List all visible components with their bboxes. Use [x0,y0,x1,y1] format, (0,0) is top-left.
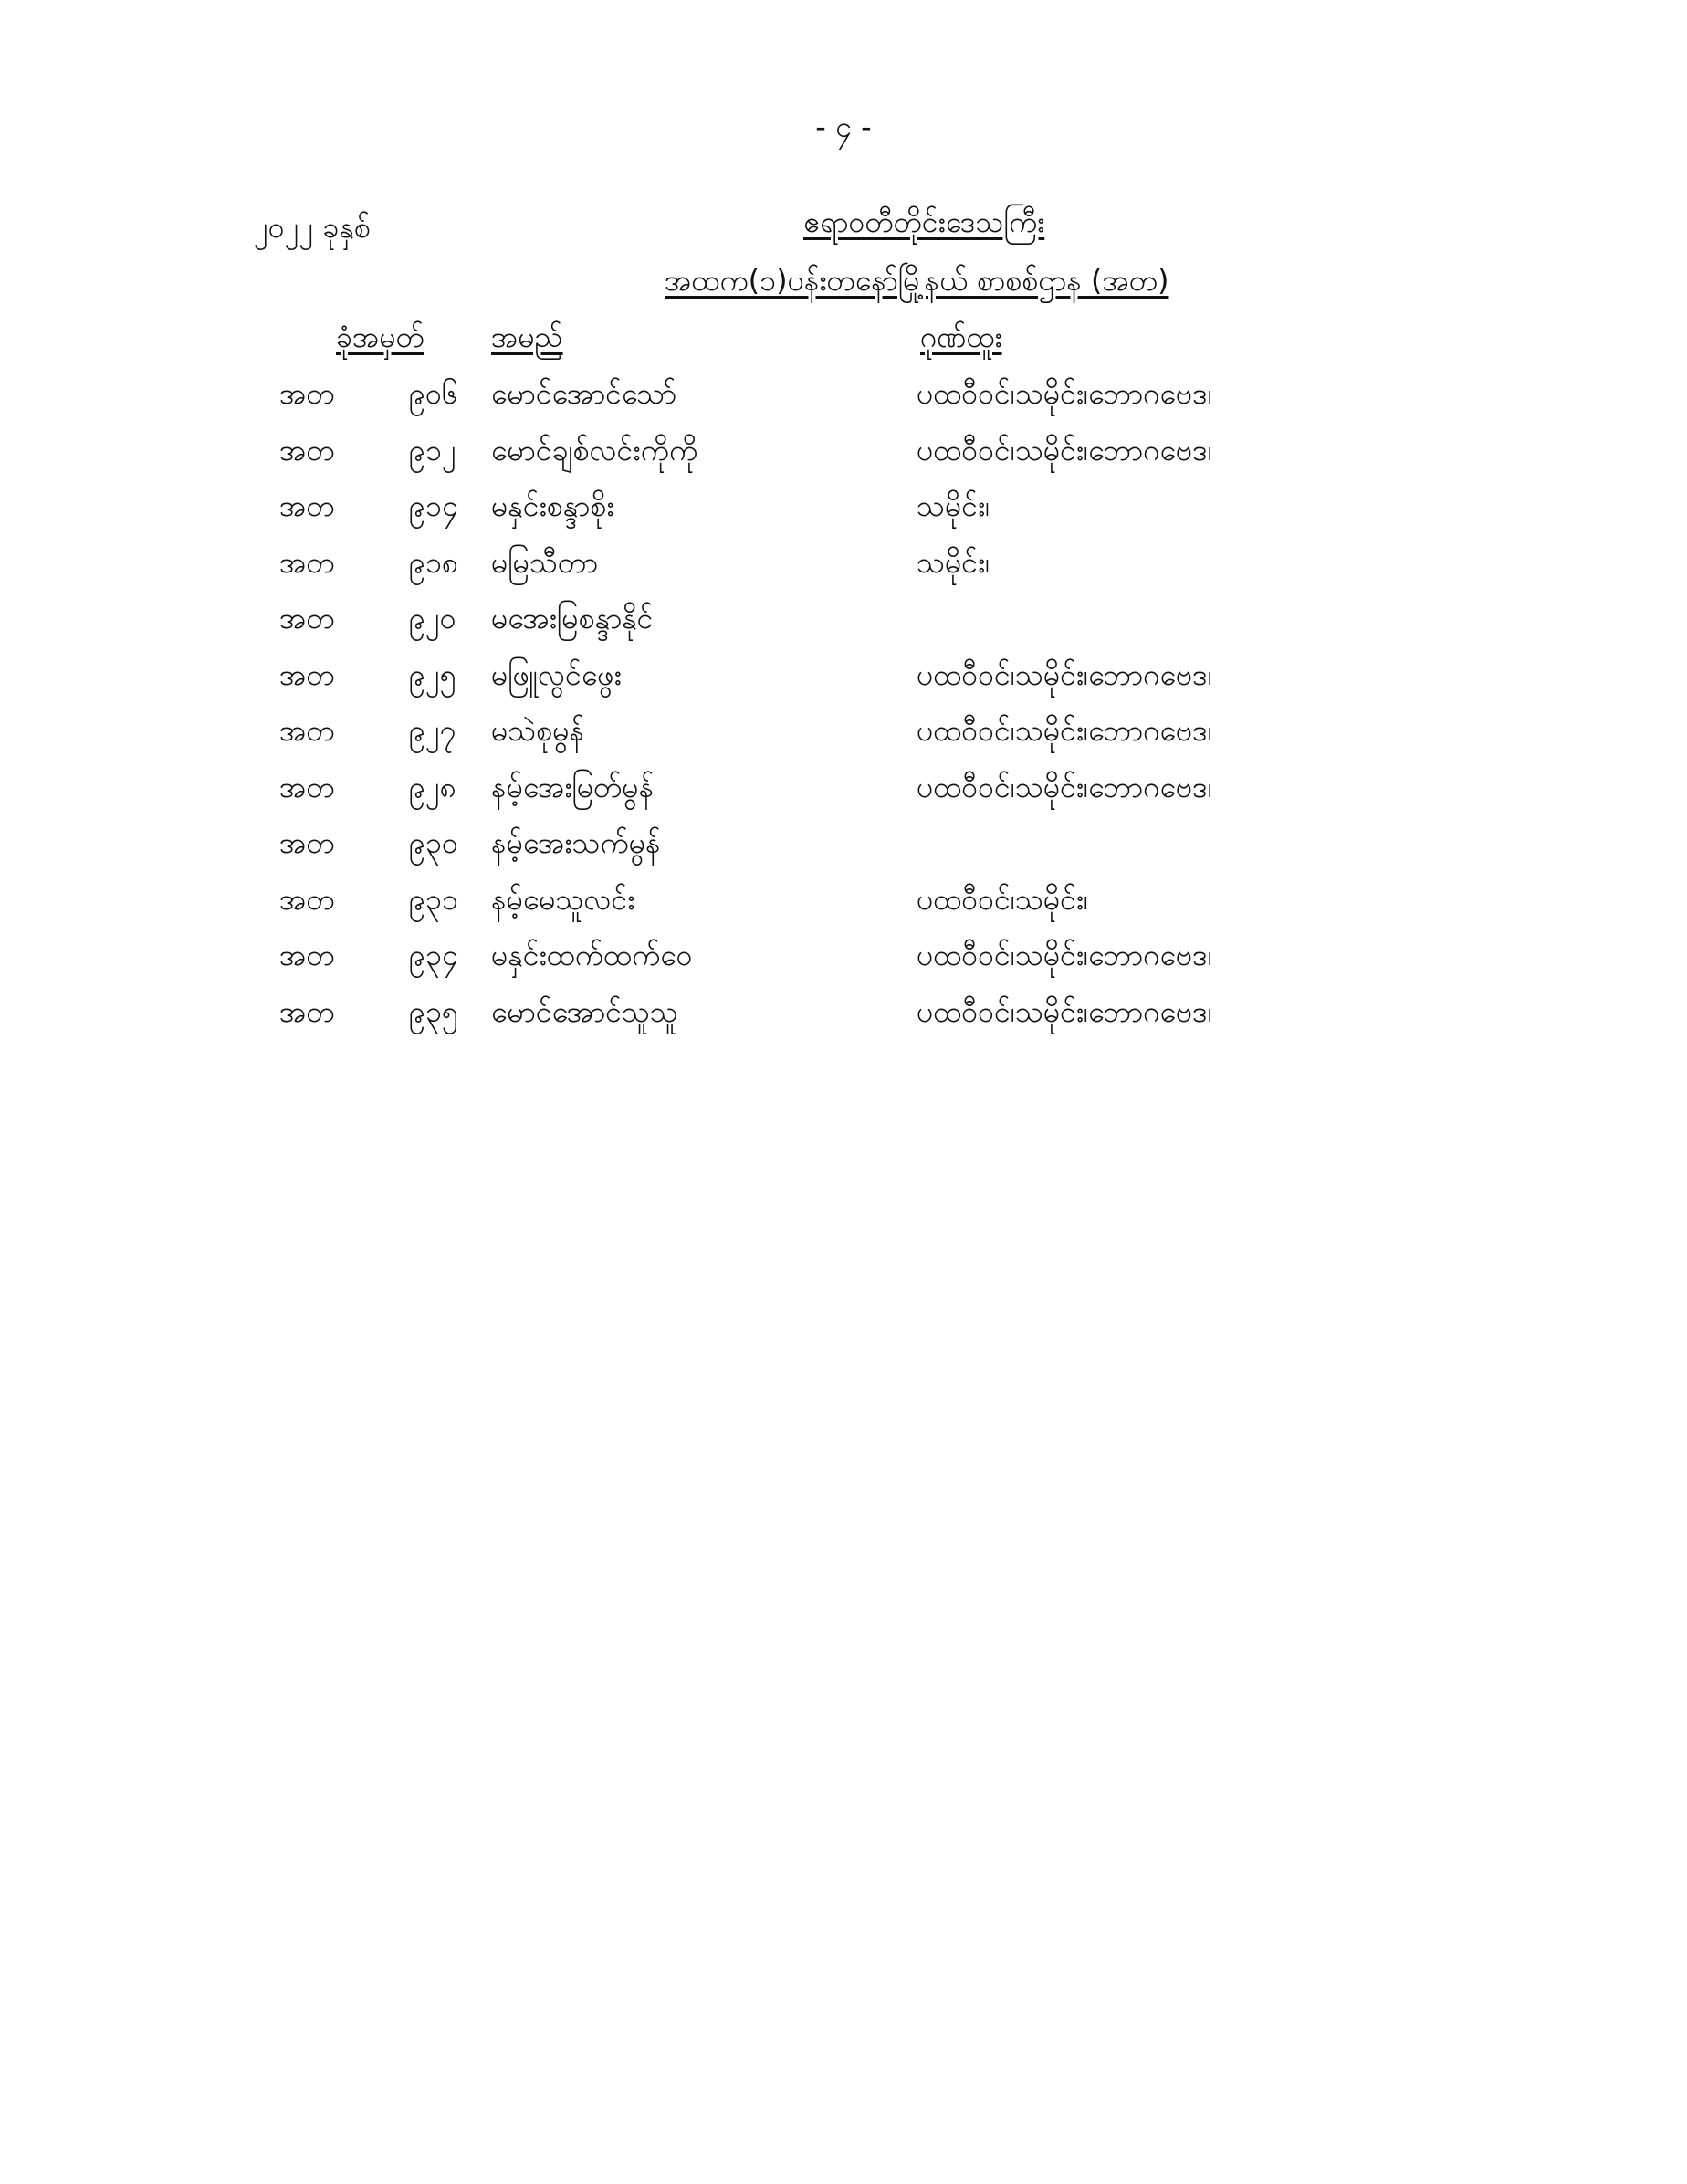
results-list [0,374,1687,1048]
row-name: နမ့်မေသူလင်း [491,881,635,917]
row-prefix: အတ [279,938,335,972]
row-name: မောင်အောင်သူသူ [491,993,678,1029]
table-row [0,936,1687,992]
row-prefix: အတ [279,656,335,692]
row-name: မောင်ချစ်လင်းကိုကို [491,432,698,467]
row-prefix: အတ [279,432,335,467]
row-name: မဖြူလွင်ဖွေး [491,656,622,692]
row-number: ၉၁၈ [409,544,459,580]
row-name: မမြသီတာ [491,544,599,580]
row-prefix: အတ [279,713,335,748]
page-number: - ၄ - [815,110,872,144]
row-name: မနှင်းစန္ဒာစိုး [491,488,614,523]
row-distinction: ပထဝီဝင်၊သမိုင်း၊ဘောဂဗေဒ၊ [917,769,1212,804]
row-prefix: အတ [279,825,335,860]
row-distinction: ပထဝီဝင်၊သမိုင်း၊ဘောဂဗေဒ၊ [917,432,1212,467]
column-header-roll-number: ခုံအမှတ် [336,320,424,354]
row-number: ၉၃၅ [409,993,458,1029]
row-name: နမ့်အေးမြတ်မွန် [491,769,655,804]
row-prefix: အတ [279,601,335,635]
row-number: ၉၂၀ [409,601,456,635]
row-number: ၉၃၁ [409,881,458,917]
row-name: မောင်အောင်သော် [491,376,677,411]
row-number: ၉၃၀ [409,825,458,860]
table-row [0,768,1687,824]
row-distinction: သမိုင်း၊ [917,488,990,523]
exam-year: ၂၀၂၂ ခုနှစ် [254,210,371,245]
table-row [0,656,1687,712]
table-row [0,599,1687,656]
exam-center-title: အထက(၁)ပန်းတနော်မြို့နယ် စာစစ်ဌာန (အတ) [665,263,1169,298]
row-number: ၉၃၄ [409,938,458,972]
table-row [0,711,1687,768]
row-number: ၉၂၅ [409,656,456,692]
table-row [0,374,1687,431]
region-title: ဧရာဝတီတိုင်းဒေသကြီး [803,205,1045,239]
row-name: မနှင်းထက်ထက်ဝေ [491,938,693,972]
row-prefix: အတ [279,488,335,523]
row-prefix: အတ [279,376,335,411]
row-name: မအေးမြစန္ဒာနိုင် [491,601,654,635]
row-distinction: ပထဝီဝင်၊သမိုင်း၊ [917,881,1089,917]
table-row [0,543,1687,600]
row-prefix: အတ [279,993,335,1029]
row-distinction: ပထဝီဝင်၊သမိုင်း၊ဘောဂဗေဒ၊ [917,656,1212,692]
column-header-name: အမည် [491,320,563,354]
row-name: နမ့်အေးသက်မွန် [491,825,661,860]
row-number: ၉၁၂ [409,432,456,467]
row-prefix: အတ [279,881,335,917]
row-prefix: အတ [279,769,335,804]
row-number: ၉၂၇ [409,713,456,748]
row-number: ၉၂၈ [409,769,456,804]
row-distinction: ပထဝီဝင်၊သမိုင်း၊ဘောဂဗေဒ၊ [917,938,1212,972]
table-row [0,431,1687,488]
row-distinction: ပထဝီဝင်၊သမိုင်း၊ဘောဂဗေဒ၊ [917,376,1212,411]
row-distinction: သမိုင်း၊ [917,544,990,580]
row-distinction: ပထဝီဝင်၊သမိုင်း၊ဘောဂဗေဒ၊ [917,993,1212,1029]
row-distinction: ပထဝီဝင်၊သမိုင်း၊ဘောဂဗေဒ၊ [917,713,1212,748]
row-name: မသဲစုမွန် [491,713,585,748]
row-number: ၉၀၆ [409,376,458,411]
table-row [0,487,1687,543]
row-prefix: အတ [279,544,335,580]
column-header-distinction: ဂုဏ်ထူး [920,320,1002,354]
table-row [0,824,1687,880]
table-row [0,880,1687,937]
row-number: ၉၁၄ [409,488,458,523]
table-row [0,992,1687,1049]
